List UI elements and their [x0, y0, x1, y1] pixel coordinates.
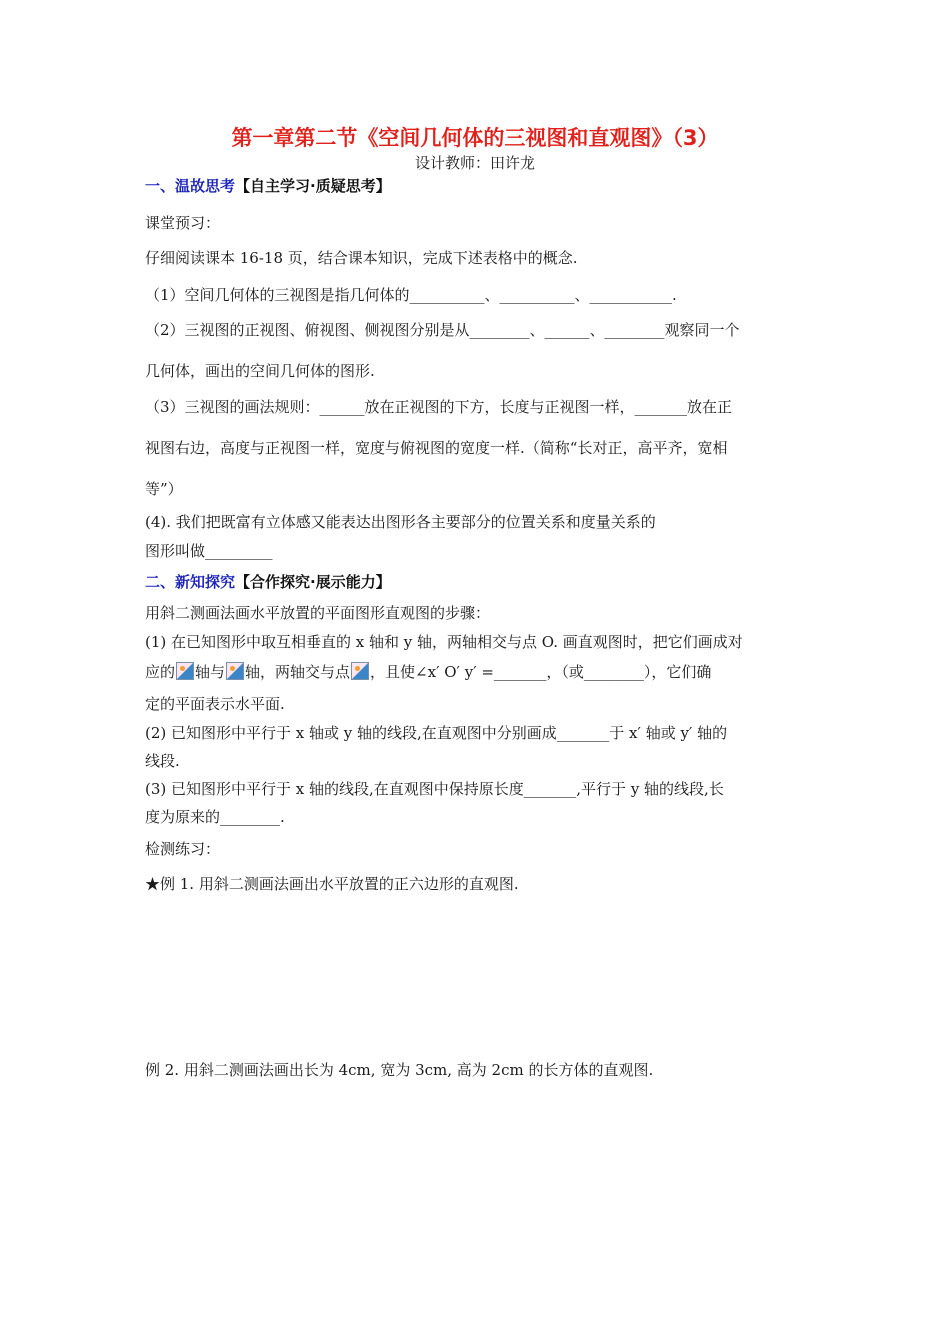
step-3-line-1: (3) 已知图形中平行于 x 轴的线段,在直观图中保持原长度_______,平行于 y 轴的线段,长: [145, 780, 724, 798]
step-1-text-b: 轴与: [195, 663, 226, 681]
broken-image-icon: [176, 662, 194, 680]
section-heading-review-number: 一、温故思考: [145, 177, 236, 195]
step-2-line-1: (2) 已知图形中平行于 x 轴或 y 轴的线段,在直观图中分别画成_______于 x′ 轴或 y′ 轴的: [145, 724, 728, 742]
step-1-line-1: (1) 在已知图形中取互相垂直的 x 轴和 y 轴，两轴相交与点 O. 画直观图时，把它们画成对: [145, 633, 743, 651]
preview-intro: 仔细阅读课本 16-18 页，结合课本知识，完成下述表格中的概念.: [145, 249, 578, 267]
question-3-line-2: 视图右边，高度与正视图一样，宽度与俯视图的宽度一样.（简称“长对正，高平齐，宽相: [145, 439, 728, 457]
step-1-text-c: 轴，两轴交与点: [245, 663, 351, 681]
step-1-text-d: ，且使∠x′ O′ y′ =_______，（或________），它们确: [370, 663, 712, 681]
question-3-line-1: （3）三视图的画法规则：______放在正视图的下方，长度与正视图一样，_______放在正: [145, 398, 733, 416]
author-line: 设计教师：田许龙: [414, 154, 535, 172]
broken-image-icon: [351, 662, 369, 680]
question-3-line-3: 等”）: [145, 480, 183, 498]
section-heading-explore-subtitle: 【合作探究·展示能力】: [235, 573, 391, 591]
step-3-line-2: 度为原来的________.: [145, 808, 285, 826]
example-2: 例 2. 用斜二测画法画出长为 4cm, 宽为 3cm, 高为 2cm 的长方体的直观图.: [145, 1061, 654, 1079]
page-title: 第一章第二节《空间几何体的三视图和直观图》（3）: [231, 126, 719, 150]
question-4-line-1: (4). 我们把既富有立体感又能表达出图形各主要部分的位置关系和度量关系的: [145, 513, 656, 531]
broken-image-icon: [226, 662, 244, 680]
section-heading-explore-number: 二、新知探究: [145, 573, 236, 591]
section-heading-review-subtitle: 【自主学习·质疑思考】: [235, 177, 391, 195]
steps-intro: 用斜二测画法画水平放置的平面图形直观图的步骤：: [145, 604, 491, 622]
section-heading-explore: [145, 572, 391, 592]
example-1: ★例 1. 用斜二测画法画出水平放置的正六边形的直观图.: [145, 875, 519, 893]
step-1-text-a: 应的: [145, 663, 176, 681]
step-1-line-2: [145, 662, 711, 682]
step-1-line-3: 定的平面表示水平面.: [145, 695, 285, 713]
step-2-line-2: 线段.: [145, 752, 180, 770]
question-2-line-2: 几何体，画出的空间几何体的图形.: [145, 362, 375, 380]
section-heading-review: [145, 176, 391, 196]
question-1: （1）空间几何体的三视图是指几何体的__________、__________、___________.: [145, 286, 677, 304]
question-2-line-1: （2）三视图的正视图、俯视图、侧视图分别是从________、______、________观察同一个: [145, 321, 740, 339]
question-4-line-2: 图形叫做_________: [145, 542, 273, 560]
practice-label: 检测练习：: [145, 840, 221, 858]
preview-label: 课堂预习：: [145, 214, 221, 232]
